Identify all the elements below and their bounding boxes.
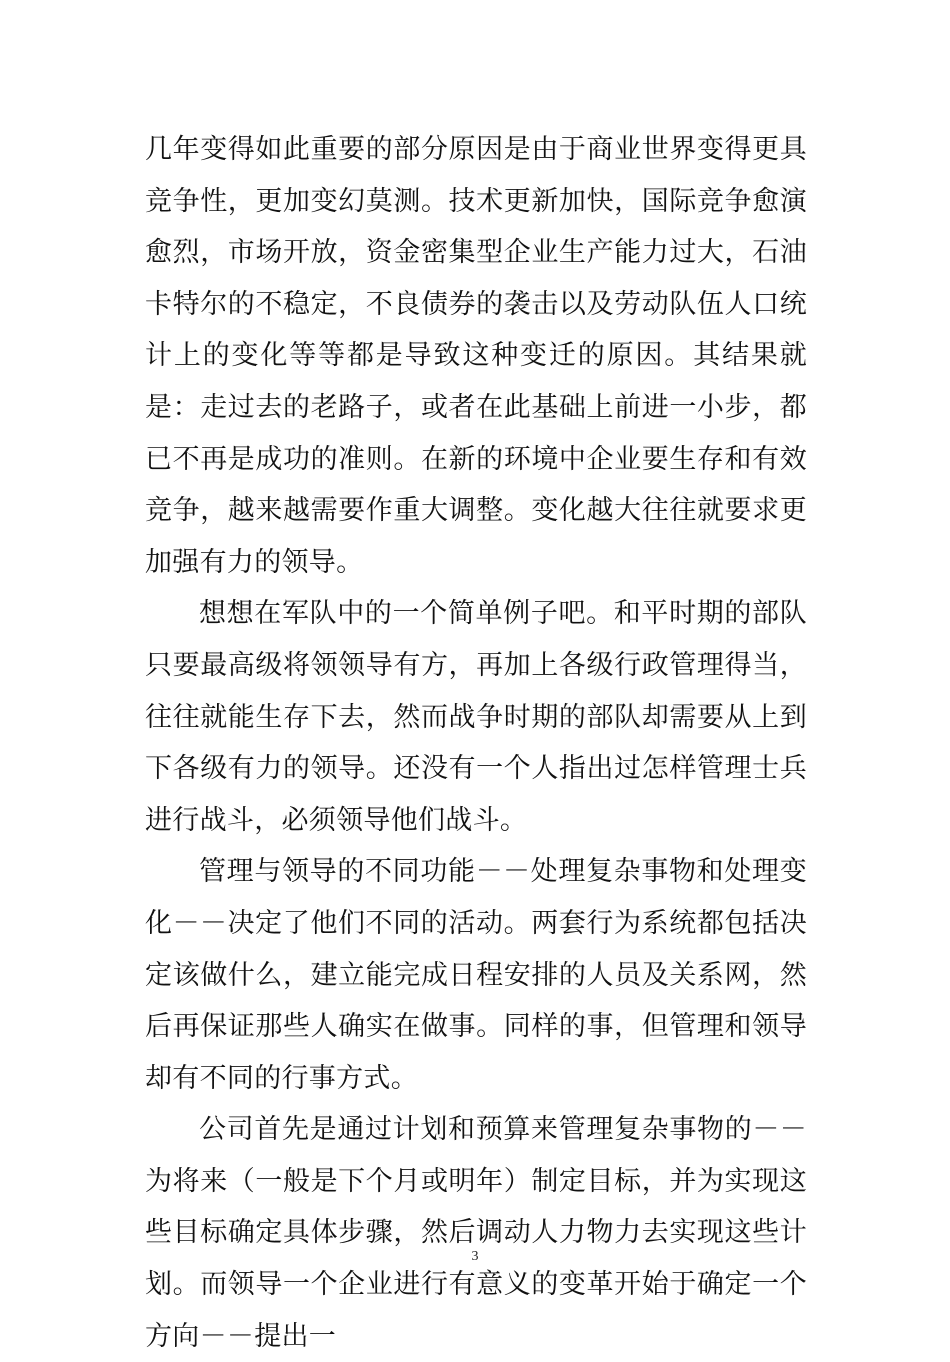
paragraph-military-example: 想想在军队中的一个简单例子吧。和平时期的部队只要最高级将领领导有方，再加上各级行政管理得当，往往就能生存下去，然而战争时期的部队却需要从上到下各级有力的领导。还没有一个人指出过怎样管理士兵进行战斗，必须领导他们战斗。 (145, 598, 807, 836)
paragraph-planning-and-budgeting: 公司首先是通过计划和预算来管理复杂事物的－－为将来（一般是下个月或明年）制定目标，并为实现这些目标确定具体步骤，然后调动人力物力去实现这些计划。而领导一个企业进行有意义的变革开始于确定一个方向－－提出一 (145, 1114, 807, 1352)
page-number: 3 (471, 1249, 479, 1264)
paragraph-management-vs-leadership: 管理与领导的不同功能－－处理复杂事物和处理变化－－决定了他们不同的活动。两套行为系统都包括决定该做什么，建立能完成日程安排的人员及关系网，然后再保证那些人确实在做事。同样的事，但管理和领导却有不同的行事方式。 (145, 856, 807, 1094)
paragraph-continued: 几年变得如此重要的部分原因是由于商业世界变得更具竞争性，更加变幻莫测。技术更新加快，国际竞争愈演愈烈，市场开放，资金密集型企业生产能力过大，石油卡特尔的不稳定，不良债券的袭击以及劳动队伍人口统计上的变化等等都是导致这种变迁的原因。其结果就是：走过去的老路子，或者在此基础上前进一小步，都已不再是成功的准则。在新的环境中企业要生存和有效竞争，越来越需要作重大调整。变化越大往往就要求更加强有力的领导。 (145, 134, 807, 578)
body-text (145, 124, 807, 1362)
